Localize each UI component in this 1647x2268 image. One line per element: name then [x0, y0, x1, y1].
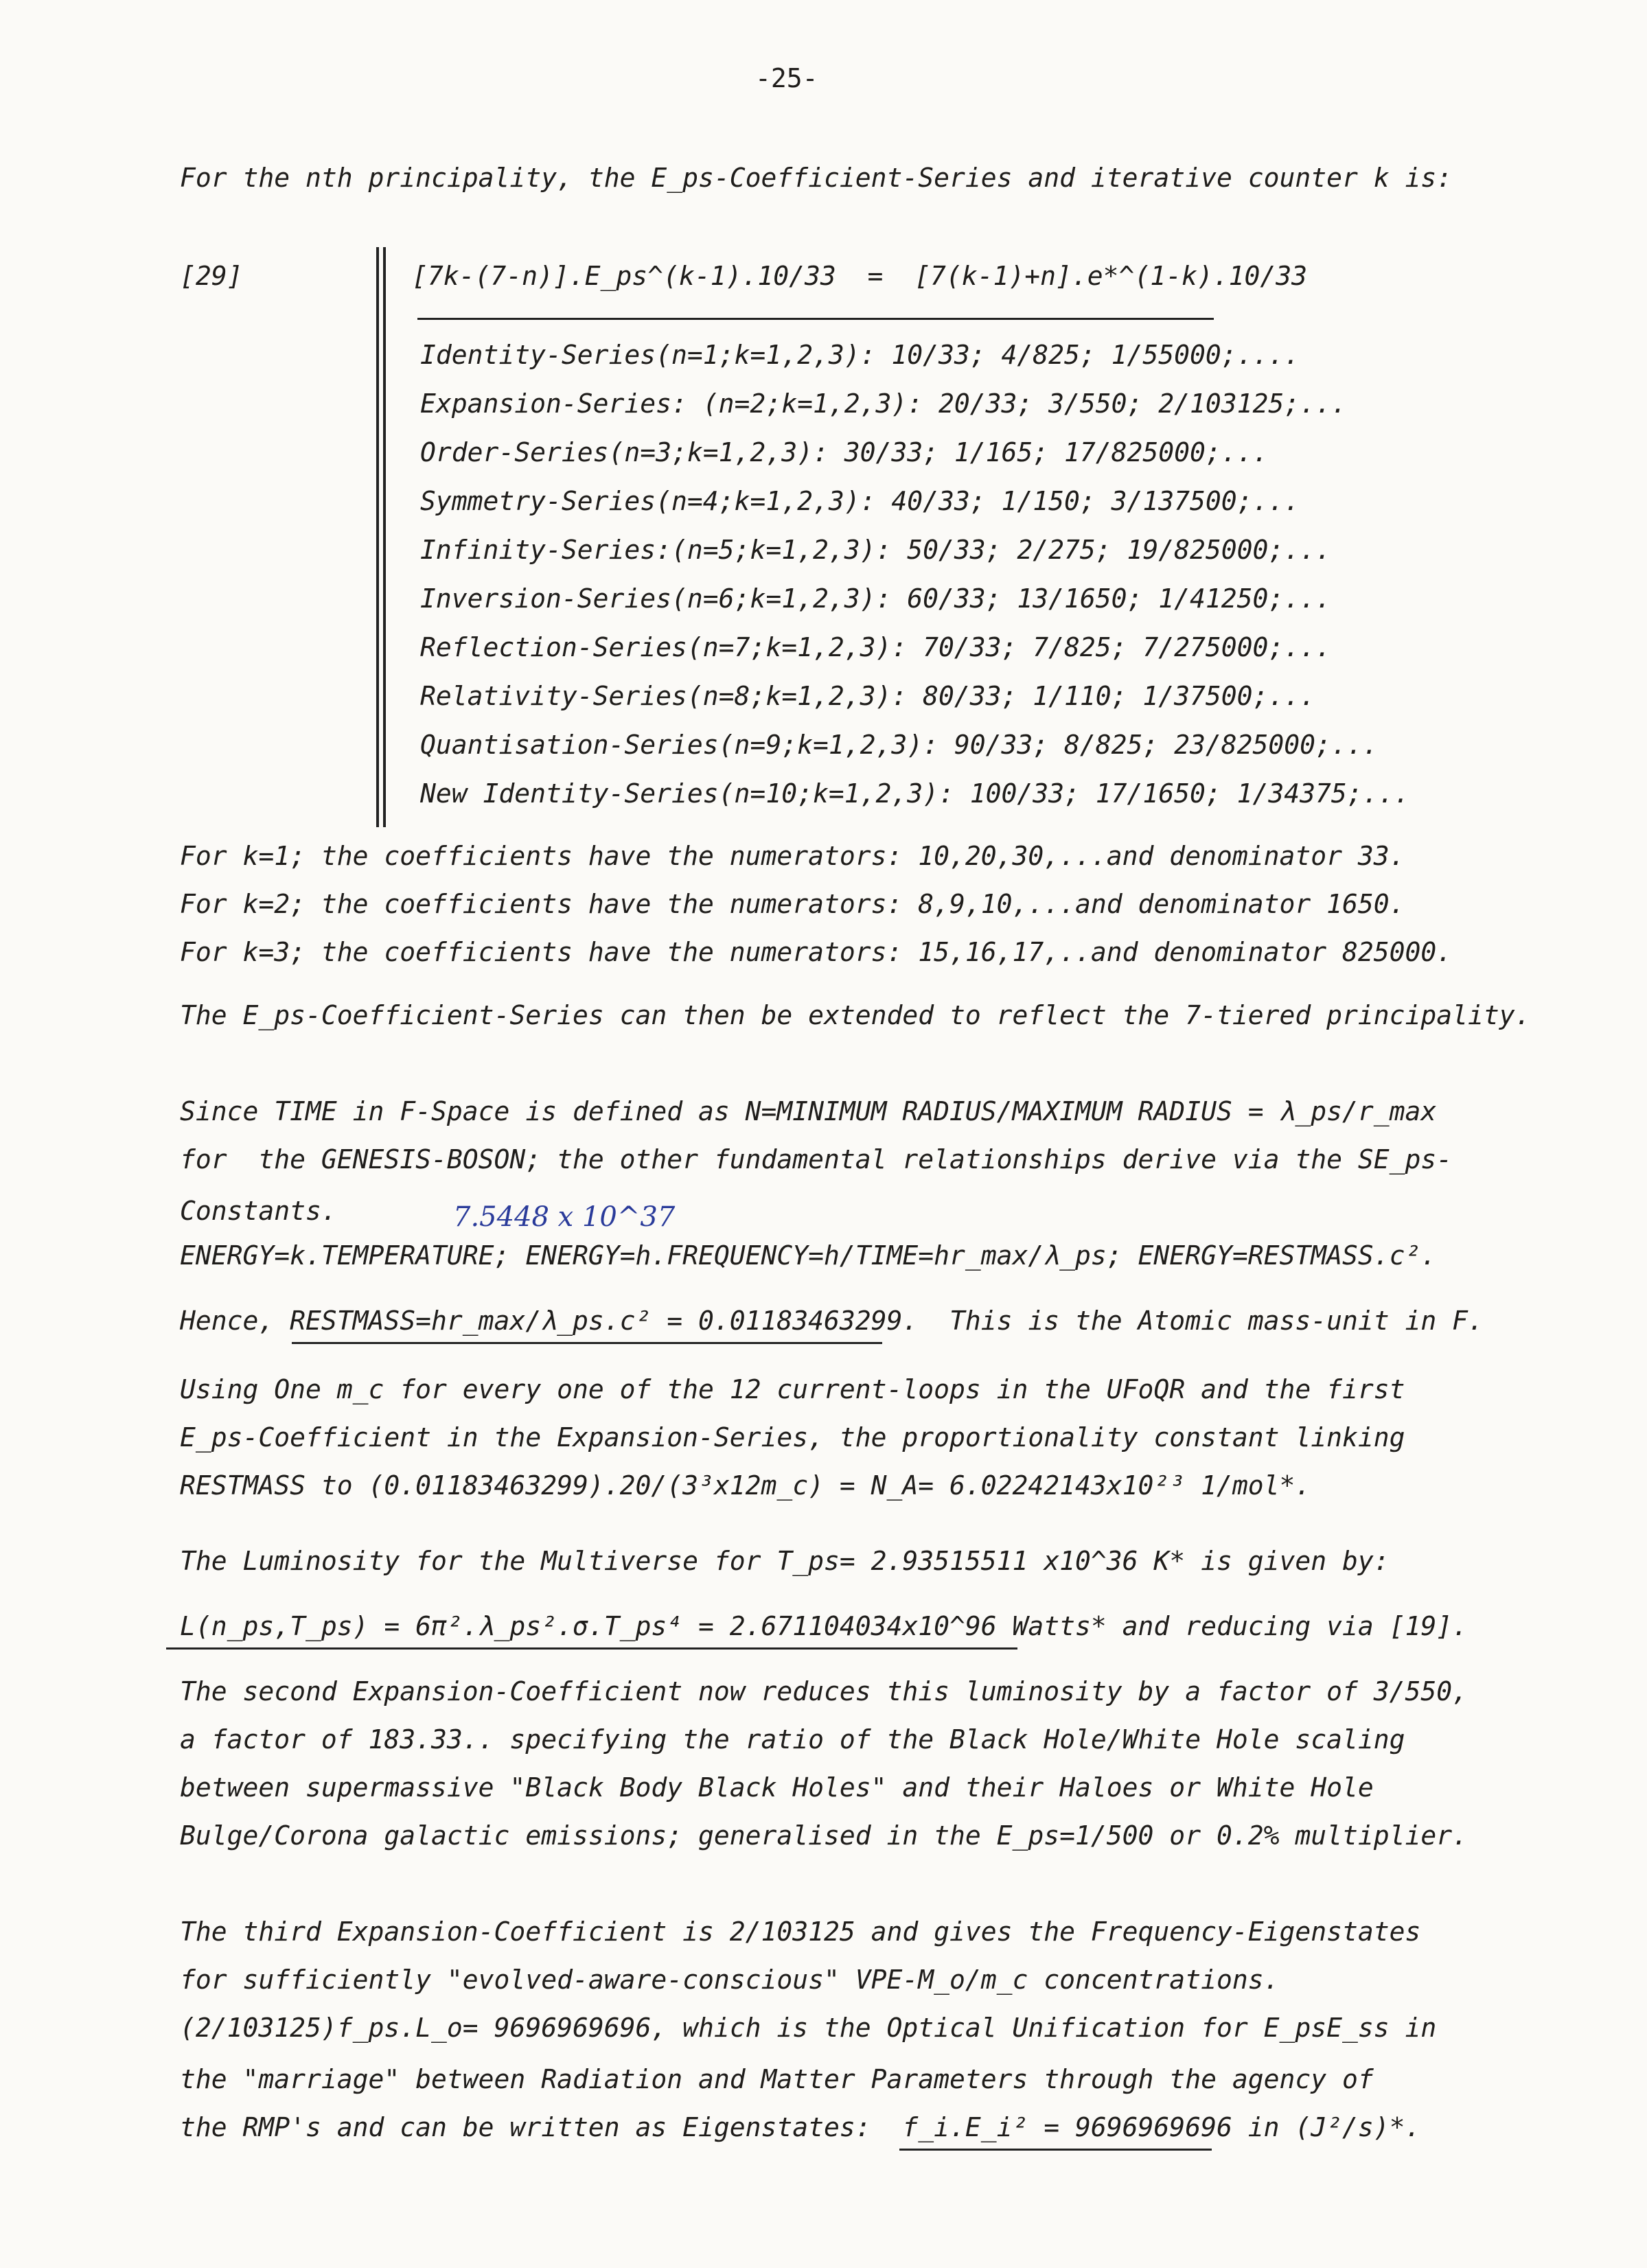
series-reflection: Reflection-Series(n=7;k=1,2,3): 70/33; 7/825; 7/275000;... [420, 632, 1331, 662]
luminosity-line: The Luminosity for the Multiverse for T_ps= 2.93515511 x10^36 K* is given by: [180, 1546, 1390, 1576]
third-line-3: (2/103125)f_ps.L_o= 9696969696, which is the Optical Unification for E_psE_ss in [180, 2013, 1437, 2043]
equation-label: [29] [180, 261, 243, 291]
time-line-3: Constants. [180, 1196, 337, 1226]
eigenstate-underline [899, 2149, 1212, 2151]
third-line-1: The third Expansion-Coefficient is 2/103125 and gives the Frequency-Eigenstates [180, 1917, 1421, 1947]
series-order: Order-Series(n=3;k=1,2,3): 30/33; 1/165; 17/825000;... [420, 437, 1269, 467]
using-line-2: E_ps-Coefficient in the Expansion-Series, the proportionality constant linking [180, 1422, 1405, 1453]
hence-line: Hence, RESTMASS=hr_max/λ_ps.c² = 0.01183463299. This is the Atomic mass-unit in F. [180, 1306, 1484, 1336]
equation-bracket-bar-1 [376, 247, 379, 827]
third-line-4: the "marriage" between Radiation and Matter Parameters through the agency of [180, 2064, 1374, 2094]
k2-line: For k=2; the coefficients have the numerators: 8,9,10,...and denominator 1650. [180, 889, 1405, 919]
series-quantisation: Quantisation-Series(n=9;k=1,2,3): 90/33; 8/825; 23/825000;... [420, 730, 1379, 760]
third-line-2: for sufficiently "evolved-aware-conscious" VPE-M_o/m_c concentrations. [180, 1965, 1280, 1995]
extend-line: The E_ps-Coefficient-Series can then be extended to reflect the 7-tiered principality. [180, 1000, 1531, 1030]
equation-formula: [7k-(7-n)].E_ps^(k-1).10/33 = [7(k-1)+n].e*^(1-k).10/33 [412, 261, 1308, 291]
series-new-identity: New Identity-Series(n=10;k=1,2,3): 100/33; 17/1650; 1/34375;... [420, 778, 1410, 809]
time-line-2: for the GENESIS-BOSON; the other fundamental relationships derive via the SE_ps- [180, 1144, 1453, 1174]
third-line-5: the RMP's and can be written as Eigenstates: f_i.E_i² = 9696969696 in (J²/s)*. [180, 2112, 1421, 2142]
second-line-2: a factor of 183.33.. specifying the ratio of the Black Hole/White Hole scaling [180, 1724, 1405, 1755]
luminosity-underline [166, 1647, 1017, 1650]
luminosity-formula: L(n_ps,T_ps) = 6π².λ_ps².σ.T_ps⁴ = 2.671104034x10^96 Watts* and reducing via [19]. [180, 1611, 1468, 1641]
page-number: -25- [755, 63, 818, 93]
series-symmetry: Symmetry-Series(n=4;k=1,2,3): 40/33; 1/150; 3/137500;... [420, 486, 1300, 516]
restmass-underline [292, 1342, 882, 1344]
second-line-3: between supermassive "Black Body Black Holes" and their Haloes or White Hole [180, 1772, 1374, 1803]
handwritten-annotation: 7.5448 x 10^37 [453, 1201, 676, 1233]
using-line-1: Using One m_c for every one of the 12 current-loops in the UFoQR and the first [180, 1374, 1405, 1404]
using-line-3: RESTMASS to (0.01183463299).20/(3³x12m_c) = N_A= 6.02242143x10²³ 1/mol*. [180, 1470, 1311, 1501]
time-line-1: Since TIME in F-Space is defined as N=MINIMUM RADIUS/MAXIMUM RADIUS = λ_ps/r_max [180, 1096, 1437, 1126]
series-relativity: Relativity-Series(n=8;k=1,2,3): 80/33; 1/110; 1/37500;... [420, 681, 1316, 711]
series-inversion: Inversion-Series(n=6;k=1,2,3): 60/33; 13/1650; 1/41250;... [420, 583, 1331, 614]
k1-line: For k=1; the coefficients have the numerators: 10,20,30,...and denominator 33. [180, 841, 1405, 871]
energy-line: ENERGY=k.TEMPERATURE; ENERGY=h.FREQUENCY=h/TIME=hr_max/λ_ps; ENERGY=RESTMASS.c². [180, 1240, 1437, 1271]
series-identity: Identity-Series(n=1;k=1,2,3): 10/33; 4/825; 1/55000;.... [420, 340, 1300, 370]
series-infinity: Infinity-Series:(n=5;k=1,2,3): 50/33; 2/275; 19/825000;... [420, 535, 1331, 565]
intro-line: For the nth principality, the E_ps-Coefficient-Series and iterative counter k is: [180, 163, 1453, 193]
equation-bracket-bar-2 [383, 247, 386, 827]
equation-rule [417, 318, 1214, 320]
second-line-1: The second Expansion-Coefficient now reduces this luminosity by a factor of 3/550, [180, 1676, 1468, 1706]
second-line-4: Bulge/Corona galactic emissions; generalised in the E_ps=1/500 or 0.2% multiplier. [180, 1820, 1468, 1851]
series-expansion: Expansion-Series: (n=2;k=1,2,3): 20/33; 3/550; 2/103125;... [420, 389, 1347, 419]
k3-line: For k=3; the coefficients have the numerators: 15,16,17,..and denominator 825000. [180, 937, 1453, 967]
